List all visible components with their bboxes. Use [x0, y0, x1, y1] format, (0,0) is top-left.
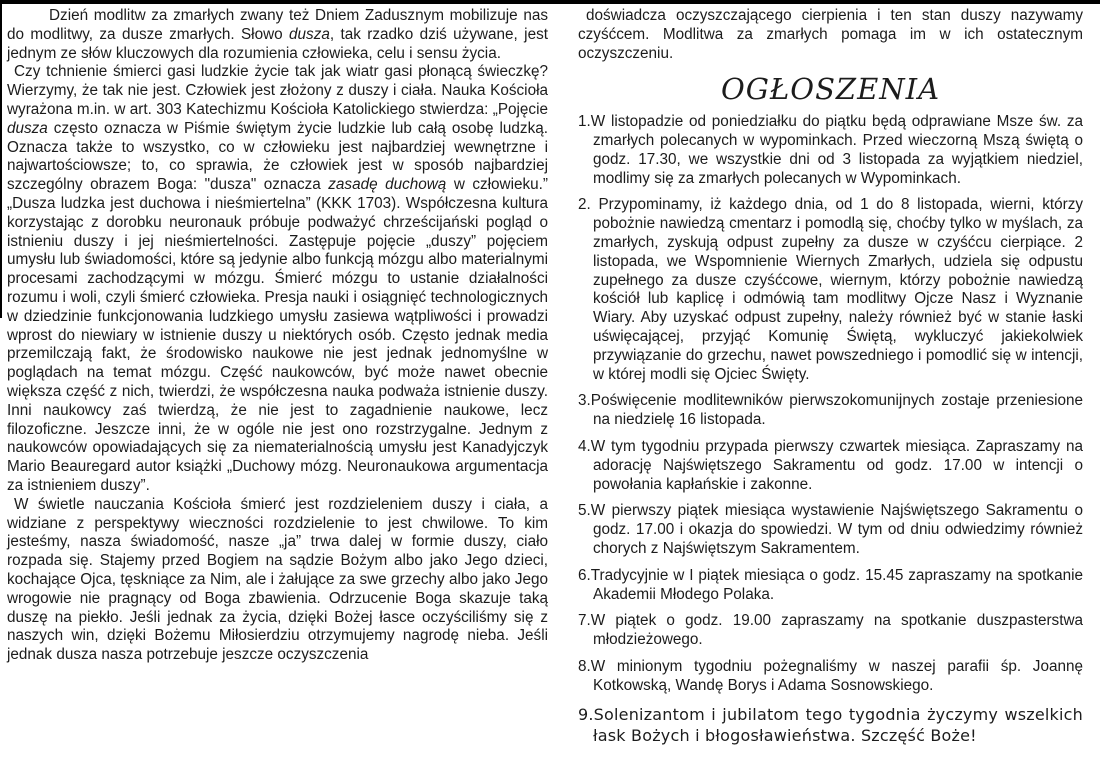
announcement-text: Poświęcenie modlitewników pierwszokomunijnych zostaje przeniesione na niedzielę 16 listopada.: [590, 392, 1083, 429]
announcement-text: W minionym tygodniu pożegnaliśmy w naszej parafii śp. Joannę Kotkowską, Wandę Borys i Adama Sosnowskiego.: [590, 657, 1083, 694]
announcement-text: Solenizantom i jubilatom tego tygodnia życzymy wszelkich łask Bożych i błogosławieństwa. Szczęść Boże!: [593, 704, 1083, 745]
announcement-text: W tym tygodniu przypada pierwszy czwartek miesiąca. Zapraszamy na adorację Najświętszego Sakramentu od godz. 17.00 w intencji o powołania kapłańskie i zakonne.: [590, 437, 1083, 493]
paragraph: [7, 63, 548, 495]
text-segment: Czy tchnienie śmierci gasi ludzkie życie tak jak wiatr gasi płonącą świeczkę? Wierzymy, że tak nie jest. Człowiek jest złożony z duszy i ciała. Nauka Kościoła wyrażona m.in. w art. 303 Katechizmu Kościoła Katolickiego stwierdza: „Pojęcie: [7, 63, 548, 118]
left-column: [7, 7, 548, 665]
italic-text-segment: dusza: [289, 25, 330, 43]
announcement-text: W pierwszy piątek miesiąca wystawienie Najświętszego Sakramentu o godz. 17.00 i okazja do spowiedzi. W tym od dniu odwiedzimy również chorych z Najświętszym Sakramentem.: [590, 502, 1083, 557]
announcement-number: 4.: [578, 437, 591, 455]
text-segment: Dzień modlitw za zmarłych zwany też Dniem Zadusznym mobilizuje nas do modlitwy, za dusze zmarłych. Słowo: [7, 7, 548, 43]
announcement-number: 3.: [578, 392, 591, 410]
announcement-number: 5.: [578, 502, 591, 520]
announcement-number: 2.: [578, 196, 599, 214]
announcement-item: [578, 658, 1083, 696]
announcement-number: 7.: [578, 612, 591, 630]
announcement-text: Przypominamy, iż każdego dnia, od 1 do 8 listopada, wierni, którzy pobożnie nawiedzą cmentarz i pomodlą się, choćby tylko w myślach, za zmarłych, zyskują odpust zupełny za dusze w czyśćcu cierpiące. 2 listopada, we Wspomnienie Wiernych Zmarłych, udziela się odpustu zupełnego za dusze czyśćcowe, wiernym, którzy pobożnie nawiedzą kościół lub kaplicę i odmówią tam modlitwy Ojcze Nasz i Wyznanie Wiary. Aby uzyskać odpust zupełny, należy również być w stanie łaski uświęcającej, przyjąć Komunię Świętą, wykluczyć jakiekolwiek przywiązanie do grzechu, nawet powszedniego i pomodlić się w intencji, w której modli się Ojciec Święty.: [593, 196, 1083, 383]
italic-text-segment: dusza: [7, 119, 48, 137]
text-segment: często oznacza w Piśmie świętym życie ludzkie lub całą osobę ludzką. Oznacza także to wszystko, co w człowieku jest najbardziej wewnętrzne i najwartościowsze; to, co sprawia, że człowiek jest w sposób najbardziej szczególny obrazem Boga: "dusza" oznacza: [7, 119, 548, 194]
announcement-number: 6.: [578, 566, 591, 584]
text-segment: W świetle nauczania Kościoła śmierć jest rozdzieleniem duszy i ciała, a widziane z perspektywy wieczności rozdzielenie to jest chwilowe. To kim jesteśmy, nasza świadomość, nasze „ja” trwa dalej w formie duszy, ciało rozpada się. Stajemy przed Bogiem na sądzie Bożym albo jako Jego dzieci, kochające Ojca, tęskniące za Nim, ale i żałujące za swe grzechy albo jako Jego wrogowie nie pragnący od Boga zbawienia. Odrzucenie Boga skazuje taką duszę na piekło. Jeśli jednak za życia, dzięki Bożej łasce oczyściliśmy się z naszych win, dzięki Bożemu Miłosierdziu otrzymujemy nagrodę nieba. Jeśli jednak dusza nasza potrzebuje jeszcze oczyszczenia: [7, 495, 548, 664]
text-segment: , tak rzadko dziś używane, jest jednym ze słów kluczowych dla rozumienia człowieka, celu i sensu życia.: [7, 25, 548, 62]
right-column: [578, 7, 1083, 754]
announcement-text: W listopadzie od poniedziałku do piątku będą odprawiane Msze św. za zmarłych polecanych w wypominkach. Przed wieczorną Mszą świętą o godz. 17.30, we wszystkie dni od 3 listopada za wyjątkiem niedziel, modlimy się za zmarłych polecanych w Wypominkach.: [590, 113, 1083, 187]
announcement-item: [578, 567, 1083, 605]
announcement-item: [578, 196, 1083, 384]
announcement-number: 8.: [578, 657, 591, 675]
paragraph: [7, 7, 548, 63]
paragraph: [7, 496, 548, 665]
announcement-item: [578, 704, 1083, 746]
announcement-number: 9.: [578, 704, 594, 724]
announcement-item: [578, 612, 1083, 650]
text-segment: w człowieku.” „Dusza ludzka jest duchowa i nieśmiertelna” (KKK 1703). Współczesna kultura korzystając z dorobku neuronauk próbuje podważyć chrześcijański pogląd o istnieniu duszy i jej nieśmiertelności. Zastępuje pojęcie „duszy” pojęciem umysłu lub świadomości, które są jedynie albo funkcją mózgu albo materialnymi procesami zachodzącymi w mózgu. Śmierć mózgu to ustanie działalności rozumu i woli, czyli śmierć człowieka. Presja nauki i osiągnięć technologicznych w dziedzinie funkcjonowania ludzkiego umysłu zasiewa wątpliwości i prowadzi wprost do niewiary w istnienie duszy u niektórych osób. Często jednak media przemilczają fakt, że środowisko naukowe nie jest jednak jednomyślne w poglądach na temat mózgu. Część naukowców, być może nawet obecnie większa część z nich, twierdzi, że współczesna nauka podważa istnienie duszy. Inni naukowcy zaś twierdzą, że nie jest to zagadnienie naukowe, lecz filozoficzne. Jeszcze inni, że w ogóle nie jest ono rozstrzygalne. Jednym z naukowców opowiadających się za niematerialnością umysłu jest Kanadyjczyk Mario Beauregard autor książki „Duchowy mózg. Neuronaukowa argumentacja za istnieniem duszy”.: [7, 176, 549, 494]
top-border-rule: [0, 0, 1100, 4]
announcement-text: Tradycyjnie w I piątek miesiąca o godz. 15.45 zapraszamy na spotkanie Akademii Młodego Polaka.: [590, 566, 1083, 603]
announcement-item: [578, 113, 1083, 188]
announcement-item: [578, 502, 1083, 558]
announcement-text: W piątek o godz. 19.00 zapraszamy na spotkanie duszpasterstwa młodzieżowego.: [590, 612, 1083, 649]
announcement-item: [578, 392, 1083, 430]
intro-paragraph: doświadcza oczyszczającego cierpienia i ten stan duszy nazywamy czyśćcem. Modlitwa za zmarłych pomaga im w ich ostatecznym oczyszczeniu.: [578, 7, 1083, 62]
announcement-number: 1.: [578, 113, 591, 131]
announcement-item: [578, 438, 1083, 494]
announcements-heading: OGŁOSZENIA: [720, 72, 941, 107]
left-border-rule: [0, 0, 2, 318]
announcements-list: [578, 113, 1083, 745]
italic-text-segment: zasadę duchową: [328, 176, 447, 194]
